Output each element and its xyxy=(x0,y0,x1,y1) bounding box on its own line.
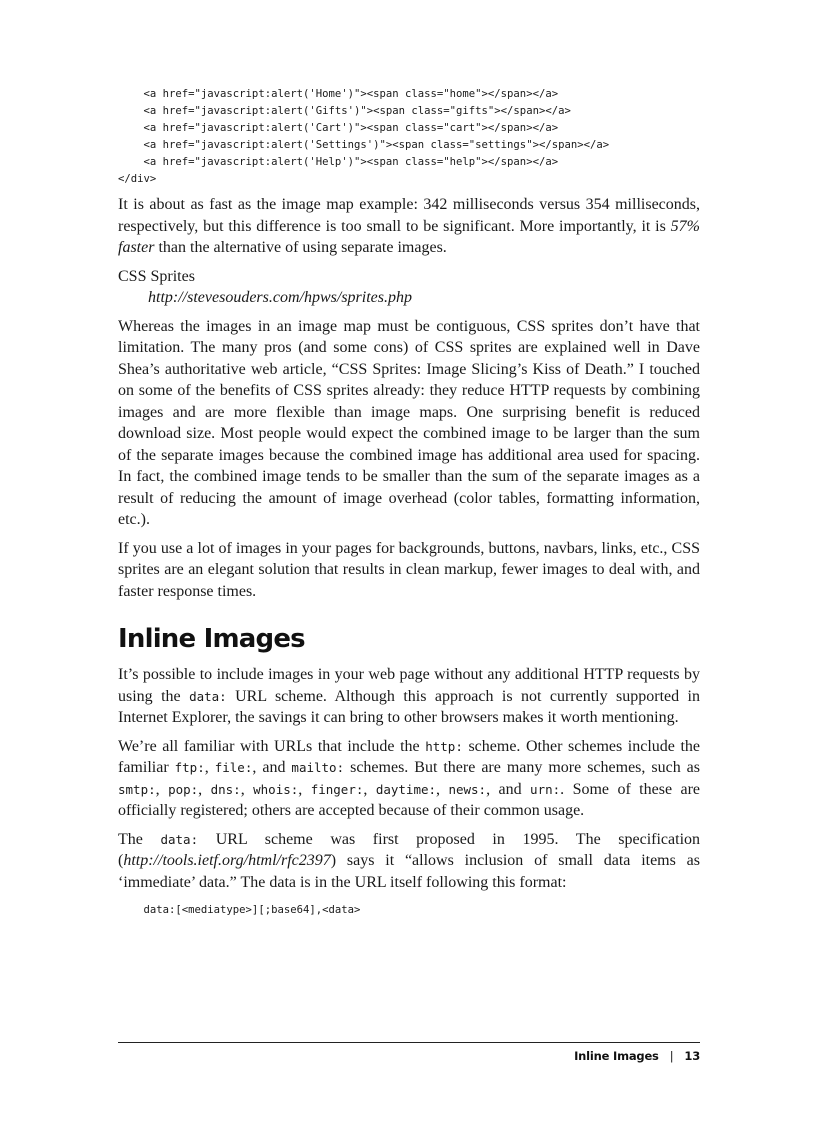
inline-code: news: xyxy=(448,781,487,797)
text-run: It is about as fast as the image map example: 342 milliseconds versus 354 milliseconds, respectively, but this difference is too small to be significant. More importantly, it is xyxy=(118,196,700,235)
text-run: It’s possible to include images in your web page without any additional HTTP requests by using the xyxy=(118,666,700,705)
inline-code: data: xyxy=(189,688,227,704)
footer-separator: | xyxy=(669,1049,674,1063)
inline-code: mailto: xyxy=(291,760,345,775)
text-run: ) says it “allows inclusion of small data items as ‘immediate’ data.” The data is in the URL itself following this format: xyxy=(118,852,700,891)
text-run: scheme. Other schemes include the familiar xyxy=(118,737,701,776)
inline-code: file: xyxy=(214,760,253,775)
text-run: , and xyxy=(252,759,292,776)
inline-code: data: xyxy=(160,831,199,847)
inline-code: urn: xyxy=(530,781,561,797)
inline-code: finger: xyxy=(310,781,364,797)
code-listing-top xyxy=(118,86,700,188)
paragraph-url-schemes xyxy=(118,736,700,822)
inline-code: http: xyxy=(425,738,463,754)
text-run: than the alternative of using separate images. xyxy=(154,239,447,256)
book-page xyxy=(118,86,700,919)
emphasis-text: 57% faster xyxy=(118,217,700,256)
footer-section-title: Inline Images xyxy=(574,1049,659,1063)
inline-code: whois: xyxy=(253,781,299,797)
text-run: , xyxy=(155,780,169,798)
text-run: . Some of these are officially registered; others are accepted because of their common usage. xyxy=(118,780,701,819)
page-number: 13 xyxy=(684,1049,700,1063)
paragraph-sprites-summary: If you use a lot of images in your pages for backgrounds, buttons, navbars, links, etc., CSS sprites are an elegant solution that results in clean markup, fewer images to deal with, and faster response times. xyxy=(118,539,700,600)
example-title: CSS Sprites xyxy=(118,267,195,285)
example-url-link[interactable]: http://stevesouders.com/hpws/sprites.php xyxy=(148,289,412,306)
code-line: <a href="javascript:alert('Settings')"><span class="settings"></span></a> xyxy=(118,139,610,151)
paragraph-css-sprites: Whereas the images in an image map must be contiguous, CSS sprites don’t have that limitation. The many pros (and some cons) of CSS sprites are explained well in Dave Shea’s authoritative web article, “CSS Sprites: Image Slicing’s Kiss of Death.” I touched on some of the benefits of CSS sprites already: they reduce HTTP requests by combining images and are more flexible than image maps. One surprising benefit is reduced download size. Most people would expect the combined image to be larger than the sum of the separate images because the combined image has additional area used for spacing. In fact, the combined image tends to be smaller than the sum of the separate images as a result of reducing the amount of image overhead (color tables, formatting information, etc.). xyxy=(118,317,700,528)
code-line: <a href="javascript:alert('Home')"><span class="home"></span></a> xyxy=(118,88,559,100)
text-run: schemes. But there are many more schemes, such as xyxy=(344,759,701,776)
text-run: We’re all familiar with URLs that include the xyxy=(118,737,426,755)
inline-code: smtp: xyxy=(118,781,156,797)
code-line: <a href="javascript:alert('Help')"><span class="help"></span></a> xyxy=(118,156,559,168)
inline-code: pop: xyxy=(168,781,199,797)
text-run: , xyxy=(363,780,376,798)
text-run: , xyxy=(198,780,211,798)
section-heading: Inline Images xyxy=(118,624,305,654)
paragraph-inline-images-intro xyxy=(118,664,700,729)
code-line: <a href="javascript:alert('Cart')"><span class="cart"></span></a> xyxy=(118,122,559,134)
page-footer xyxy=(574,1049,700,1063)
text-run: URL scheme was first proposed in 1995. The specification ( xyxy=(118,830,701,869)
text-run: , xyxy=(240,780,254,798)
text-run: , xyxy=(204,759,215,776)
paragraph-data-scheme xyxy=(118,829,700,894)
text-run: , xyxy=(436,780,449,798)
footer-rule xyxy=(118,1042,700,1043)
text-run: , xyxy=(298,780,311,798)
code-line: </div> xyxy=(118,173,157,185)
inline-code: dns: xyxy=(210,781,241,797)
rfc-link[interactable]: http://tools.ietf.org/html/rfc2397 xyxy=(123,852,331,869)
example-reference xyxy=(118,266,700,309)
code-line: <a href="javascript:alert('Gifts')"><span class="gifts"></span></a> xyxy=(118,105,571,117)
text-run: , and xyxy=(486,780,531,798)
inline-code: ftp: xyxy=(174,760,205,775)
paragraph-speed xyxy=(118,194,700,259)
inline-code: daytime: xyxy=(375,781,437,797)
code-listing-bottom: data:[<mediatype>][;base64],<data> xyxy=(118,904,361,916)
text-run: URL scheme. Although this approach is not currently supported in Internet Explorer, the savings it can bring to other browsers makes it worth mentioning. xyxy=(118,687,701,726)
text-run: The xyxy=(118,830,161,848)
